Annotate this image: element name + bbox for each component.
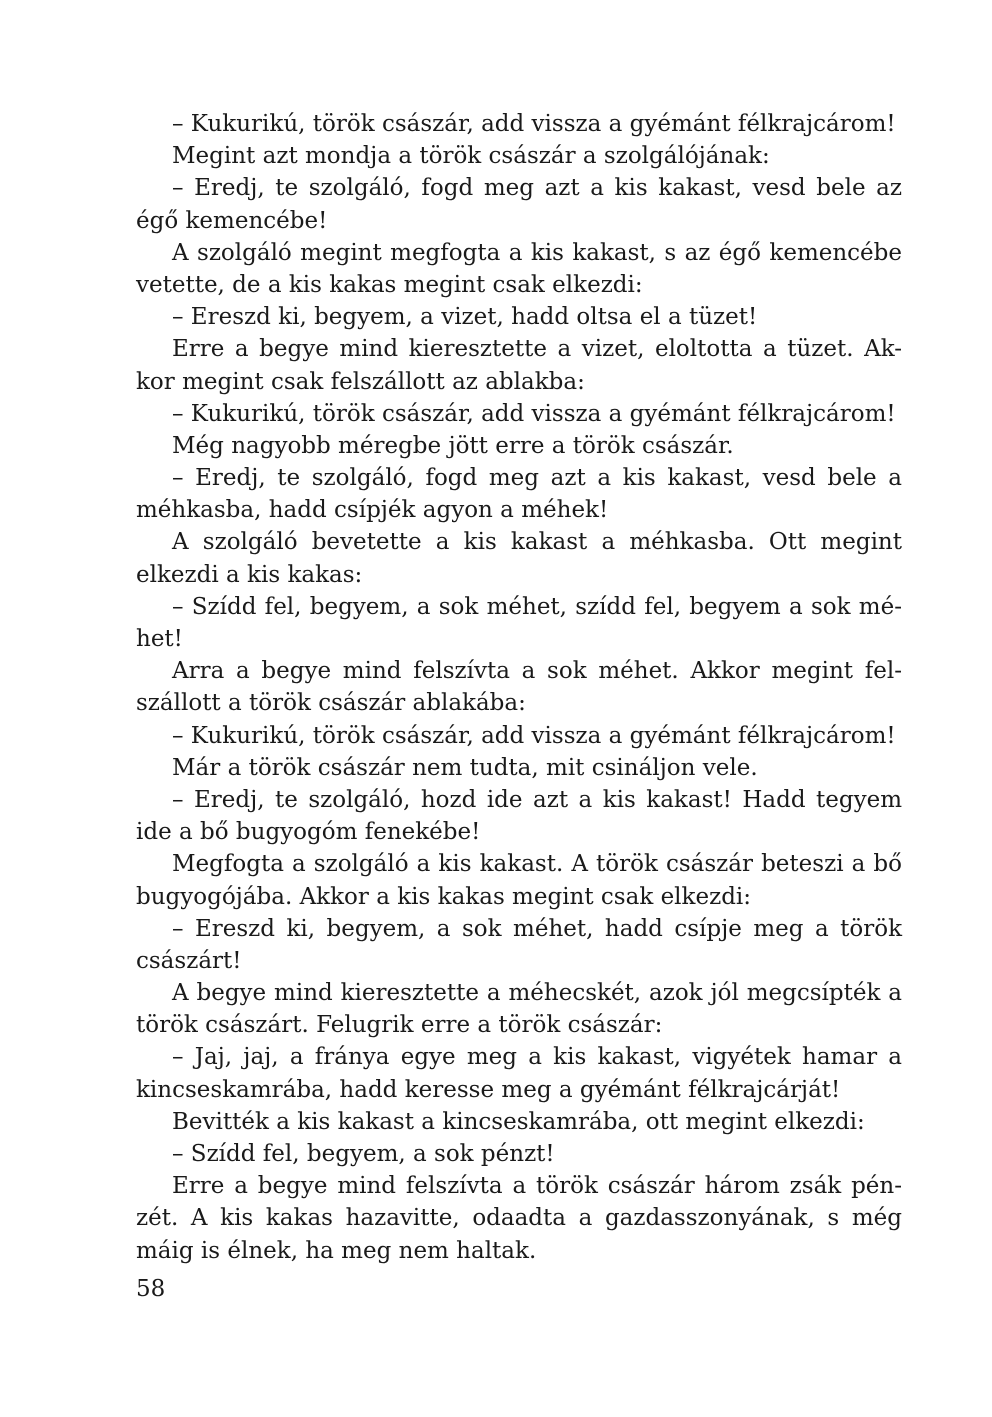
text-line: Megint azt mondja a török császár a szolgálójának:	[172, 143, 770, 170]
text-line: – Ereszd ki, begyem, a sok méhet, hadd csípje meg a török	[172, 915, 902, 942]
text-line: – Eredj, te szolgáló, hozd ide azt a kis kakast! Hadd tegyem	[172, 786, 902, 813]
page-number: 58	[136, 1276, 166, 1302]
text-line: ide a bő bugyogóm fenekébe!	[136, 819, 481, 846]
text-line: – Szídd fel, begyem, a sok méhet, szídd fel, begyem a sok mé-	[172, 593, 902, 620]
text-line: A szolgáló megint megfogta a kis kakast, s az égő kemencébe	[172, 239, 902, 266]
paragraph	[136, 301, 902, 333]
text-line: Erre a begye mind kieresztette a vizet, eloltotta a tüzet. Ak-	[172, 336, 902, 363]
book-page-body	[136, 108, 902, 1267]
paragraph	[136, 398, 902, 430]
text-line: Erre a begye mind felszívta a török császár három zsák pén-	[172, 1173, 902, 1200]
text-line: A begye mind kieresztette a méhecskét, azok jól megcsípték a	[172, 980, 902, 1007]
text-line: kincseskamrába, hadd keresse meg a gyémánt félkrajcárját!	[136, 1076, 841, 1103]
text-line: Már a török császár nem tudta, mit csináljon vele.	[172, 754, 758, 781]
text-line: – Kukurikú, török császár, add vissza a gyémánt félkrajcárom!	[172, 722, 896, 749]
text-line: Még nagyobb méregbe jött erre a török császár.	[172, 432, 734, 459]
paragraph	[136, 237, 902, 301]
paragraph	[136, 720, 902, 752]
paragraph	[136, 913, 902, 977]
text-line: méhkasba, hadd csípjék agyon a méhek!	[136, 497, 609, 524]
text-line: Bevitték a kis kakast a kincseskamrába, ott megint elkezdi:	[172, 1108, 865, 1135]
paragraph	[136, 140, 902, 172]
paragraph	[136, 752, 902, 784]
text-line: het!	[136, 626, 183, 652]
text-line: – Szídd fel, begyem, a sok pénzt!	[172, 1141, 555, 1167]
paragraph	[136, 655, 902, 719]
paragraph	[136, 1106, 902, 1138]
paragraph	[136, 977, 902, 1041]
paragraph	[136, 848, 902, 912]
paragraph	[136, 172, 902, 236]
text-line: máig is élnek, ha meg nem haltak.	[136, 1237, 537, 1264]
text-line: – Eredj, te szolgáló, fogd meg azt a kis kakast, vesd bele a	[172, 465, 902, 492]
text-line: – Jaj, jaj, a fránya egye meg a kis kakast, vigyétek hamar a	[172, 1044, 902, 1071]
paragraph	[136, 1041, 902, 1105]
text-line: égő kemencébe!	[136, 207, 328, 234]
text-line: kor megint csak felszállott az ablakba:	[136, 368, 585, 395]
paragraph	[136, 526, 902, 590]
text-line: vetette, de a kis kakas megint csak elkezdi:	[136, 271, 643, 298]
paragraph	[136, 1170, 902, 1267]
paragraph	[136, 108, 902, 140]
text-line: – Eredj, te szolgáló, fogd meg azt a kis kakast, vesd bele az	[172, 175, 902, 202]
text-line: – Kukurikú, török császár, add vissza a gyémánt félkrajcárom!	[172, 111, 896, 137]
text-line: Arra a begye mind felszívta a sok méhet. Akkor megint fel-	[172, 658, 902, 685]
text-line: zét. A kis kakas hazavitte, odaadta a gazdasszonyának, s még	[136, 1205, 902, 1232]
text-line: – Kukurikú, török császár, add vissza a gyémánt félkrajcárom!	[172, 400, 896, 427]
text-line: Megfogta a szolgáló a kis kakast. A török császár beteszi a bő	[172, 851, 902, 878]
text-line: török császárt. Felugrik erre a török császár:	[136, 1012, 663, 1039]
text-line: A szolgáló bevetette a kis kakast a méhkasba. Ott megint	[172, 529, 902, 556]
text-line: szállott a török császár ablakába:	[136, 690, 526, 717]
text-line: bugyogójába. Akkor a kis kakas megint csak elkezdi:	[136, 883, 752, 910]
paragraph	[136, 591, 902, 655]
text-line: császárt!	[136, 947, 242, 974]
paragraph	[136, 1138, 902, 1170]
text-line: – Ereszd ki, begyem, a vizet, hadd oltsa el a tüzet!	[172, 304, 758, 331]
paragraph	[136, 784, 902, 848]
paragraph	[136, 462, 902, 526]
paragraph	[136, 430, 902, 462]
text-line: elkezdi a kis kakas:	[136, 561, 363, 588]
paragraph	[136, 333, 902, 397]
